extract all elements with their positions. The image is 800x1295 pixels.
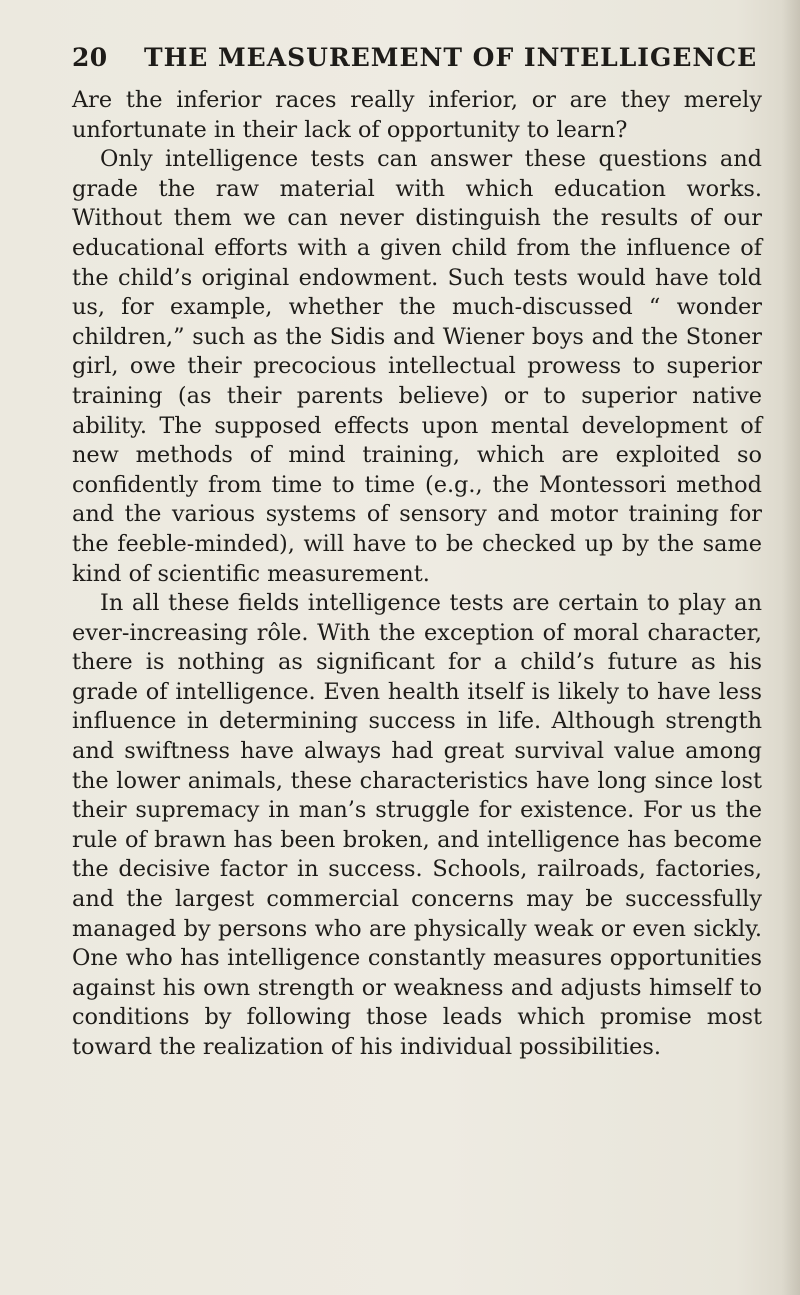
paragraph-intelligence-tests: Only intelligence tests can answer these questions and grade the raw material with which education works. Without them we can never distinguish the results of our educational efforts with a given child from the influence of the child’s original endowment. Such tests would have told us, for example, whether the much-discussed “ wonder children,” such as the Sidis and Wiener boys and the Stoner girl, owe their precocious intellectual prowess to superior training (as their parents believe) or to superior native ability. The supposed effects upon mental development of new methods of mind training, which are exploited so confidently from time to time (e.g., the Montessori method and the various systems of sensory and motor training for the feeble-minded), will have to be checked up by the same kind of scientific measurement. [72, 146, 762, 587]
paragraph-increasing-role: In all these fields intelligence tests are certain to play an ever-increasing rôle. With the exception of moral character, there is nothing as significant for a child’s future as his grade of intelligence. Even health itself is likely to have less influence in determining success in life. Although strength and swiftness have always had great survival value among the lower animals, these characteristics have long since lost their supremacy in man’s struggle for existence. For us the rule of brawn has been broken, and intelligence has become the decisive factor in success. Schools, railroads, factories, and the largest commercial concerns may be successfully managed by persons who are physically weak or even sickly. One who has intelligence constantly measures opportunities against his own strength or weakness and adjusts himself to conditions by following those leads which promise most toward the realization of his individual possibilities. [72, 590, 762, 1060]
running-head [72, 38, 762, 78]
running-title: THE MEASUREMENT OF INTELLIGENCE [144, 43, 758, 72]
body-text [72, 86, 762, 1063]
paragraph-continued: Are the inferior races really inferior, or are they merely unfortunate in their lack of opportunity to learn? [72, 87, 762, 143]
page-edge-shadow [782, 0, 800, 1295]
page-number: 20 [72, 43, 108, 72]
